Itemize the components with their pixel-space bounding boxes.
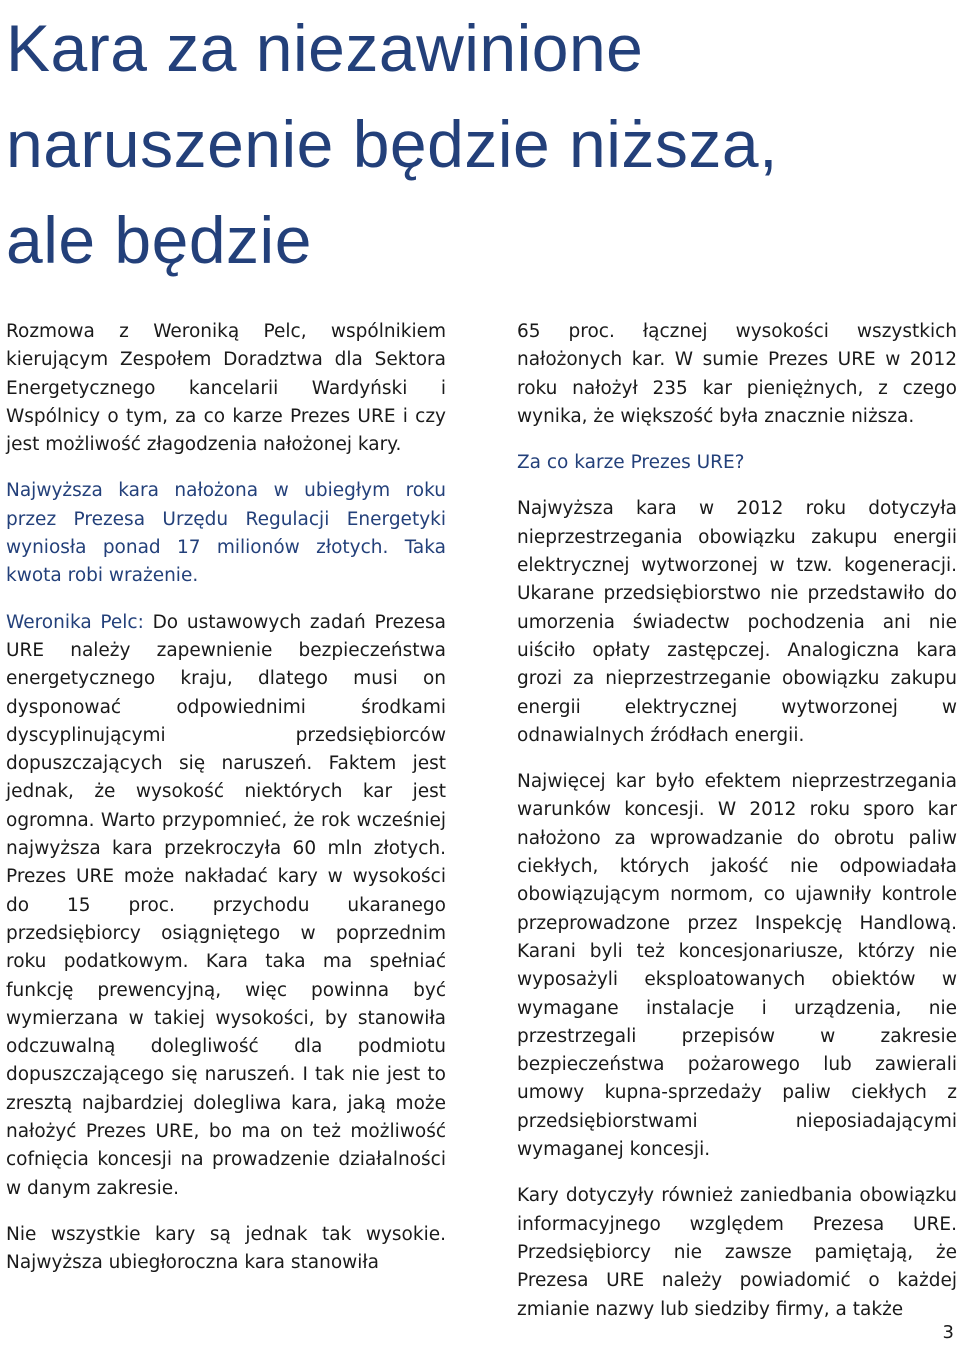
left-column bbox=[6, 318, 446, 1278]
right-column bbox=[517, 318, 957, 1324]
question-paragraph: Najwyższa kara nałożona w ubiegłym roku przez Prezesa Urzędu Regulacji Energetyki wyniosła ponad 17 milionów złotych. Taka kwota robi wrażenie. bbox=[6, 480, 446, 587]
title-line-3: ale będzie bbox=[6, 203, 312, 277]
page-number: 3 bbox=[942, 1322, 954, 1343]
answer-paragraph: Najwięcej kar było efektem nieprzestrzegania warunków koncesji. W 2012 roku sporo kar nałożono za wprowadzanie do obrotu paliw ciekłych, których jakość nie odpowiadała obowiązującym normom, co ujawniły kontrole przeprowadzone przez Inspekcję Handlową. Karani byli też koncesjonariusze, którzy nie wyposażyli eksploatowanych obiektów w wymagane instalacje i urządzenia, nie przestrzegali przepisów w zakresie bezpieczeństwa pożarowego lub zawierali umowy kupna-sprzedaży paliw ciekłych z przedsiębiorstwami nieposiadającymi wymaganej koncesji. bbox=[517, 771, 957, 1161]
article-title bbox=[6, 0, 906, 288]
speaker-name: Weronika Pelc: bbox=[6, 611, 144, 633]
answer-paragraph: Najwyższa kara w 2012 roku dotyczyła nieprzestrzegania obowiązku zakupu energii elektrycznej wytworzonej w tzw. kogeneracji. Ukarane przedsiębiorstwo nie przedstawiło do umorzenia świadectw pochodzenia ani nie uiściło opłaty zastępczej. Analogiczna kara grozi za nieprzestrzeganie obowiązku zakupu energii elektrycznej wytworzonej w odnawialnych źródłach energii. bbox=[517, 498, 957, 746]
title-line-1: Kara za niezawinione bbox=[6, 11, 644, 85]
answer-paragraph bbox=[6, 609, 446, 1203]
title-line-2: naruszenie będzie niższa, bbox=[6, 107, 778, 181]
answer-paragraph: Kary dotyczyły również zaniedbania obowiązku informacyjnego względem Prezesa URE. Przedsiębiorcy nie zawsze pamiętają, że Prezesa URE należy powiadomić o każdej zmianie nazwy lub siedziby firmy, a także bbox=[517, 1185, 957, 1320]
question-paragraph: Za co karze Prezes URE? bbox=[517, 452, 745, 474]
intro-paragraph: Rozmowa z Weroniką Pelc, wspólnikiem kierującym Zespołem Doradztwa dla Sektora Energetycznego kancelarii Wardyński i Wspólnicy o tym, za co karze Prezes URE i czy jest możliwość złagodzenia nałożonej kary. bbox=[6, 321, 446, 456]
answer-paragraph: Nie wszystkie kary są jednak tak wysokie. Najwyższa ubiegłoroczna kara stanowiła bbox=[6, 1223, 446, 1274]
continuation-paragraph: 65 proc. łącznej wysokości wszystkich nałożonych kar. W sumie Prezes URE w 2012 roku nałożył 235 kar pieniężnych, z czego wynika, że większość była znacznie niższa. bbox=[517, 321, 957, 427]
answer-text: Do ustawowych zadań Prezesa URE należy zapewnienie bezpieczeństwa energetycznego kraju, dlatego musi on dysponować odpowiednimi środkami dyscyplinującymi przedsiębiorców dopuszczających się naruszeń. Faktem jest jednak, że wysokość niektórych kar jest ogromna. Warto przypomnieć, że rok wcześniej najwyższa kara przekroczyła 60 mln złotych. Prezes URE może nakładać kary w wysokości do 15 proc. przychodu ukaranego przedsiębiorcy osiągniętego w poprzednim roku podatkowym. Kara taka ma spełniać funkcję prewencyjną, więc powinna być wymierzana w takiej wysokości, by stanowiła odczuwalną dolegliwość dla podmiotu dopuszczającego się naruszeń. I tak nie jest to zresztą najbardziej dolegliwa kara, jaką może nałożyć Prezes URE, bo ma on też możliwość cofnięcia koncesji na prowadzenie działalności w danym zakresie. bbox=[6, 611, 446, 1199]
